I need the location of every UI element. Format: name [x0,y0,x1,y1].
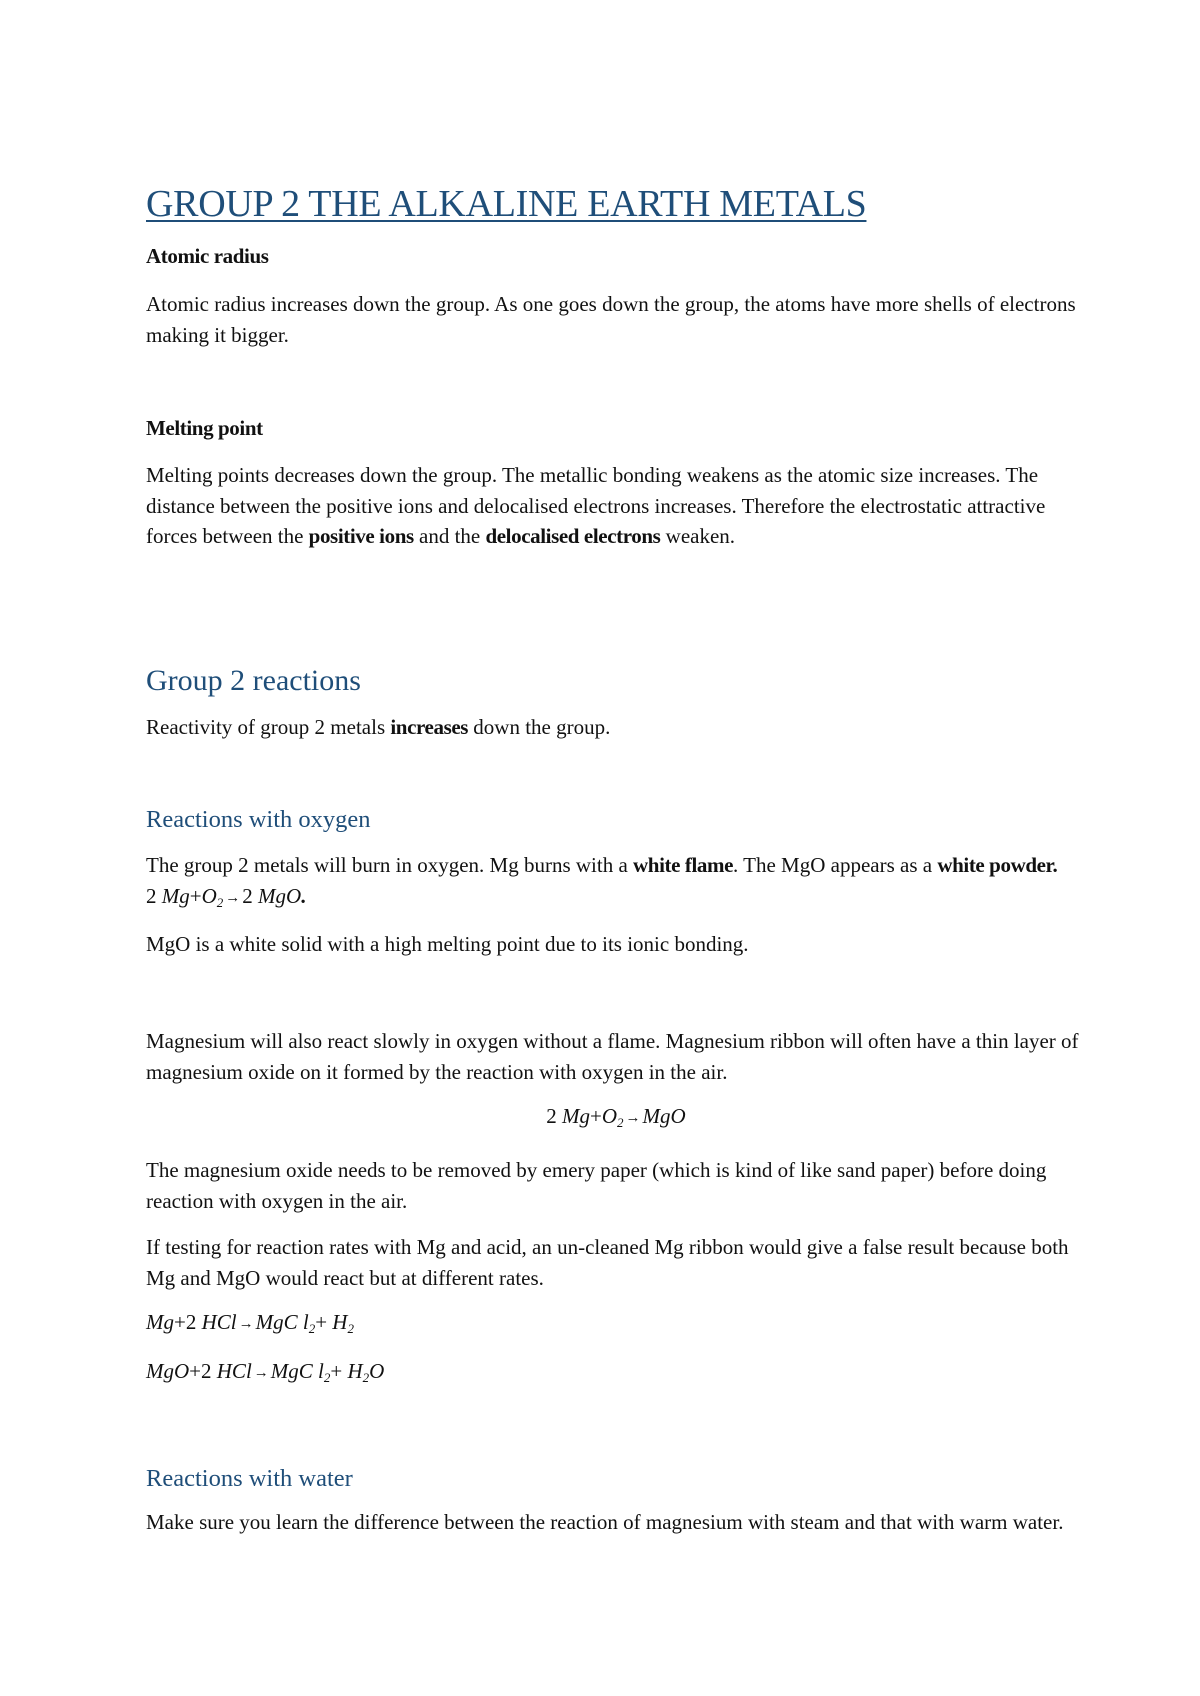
bold-positive-ions: positive ions [308,524,414,548]
atomic-radius-text: Atomic radius increases down the group. As one goes down the group, the atoms have more shells of electrons making it bigger. [146,292,1076,347]
oxygen-paragraph-4: The magnesium oxide needs to be removed by emery paper (which is kind of like sand paper) before doing reaction with oxygen in the air. [146,1158,1047,1213]
bold-delocalised-electrons: delocalised electrons [485,524,661,548]
bold-white-powder: white powder. [937,853,1058,877]
oxygen-heading: Reactions with oxygen [146,806,371,833]
reactivity-text [146,712,1086,743]
equation-mg-oxygen-burn: 2 $Mg+O_2 \to 2$ MgO. [146,883,307,910]
reactivity-text-1: Reactivity of group 2 metals [146,715,391,739]
melting-point-text [146,460,1086,552]
oxygen-paragraph-3: Magnesium will also react slowly in oxygen without a flame. Magnesium ribbon will often have a thin layer of magnesium oxide on it formed by the reaction with oxygen in the air. [146,1029,1079,1084]
atomic-radius-heading: Atomic radius [146,244,269,268]
oxygen-p1-text-2: . The MgO appears as a [733,853,938,877]
bold-white-flame: white flame [633,853,734,877]
equation-mgo-hcl: MgO+2 HCl →MgC $l_2+ H_2O$ [146,1359,385,1385]
oxygen-paragraph-5: If testing for reaction rates with Mg and acid, an un-cleaned Mg ribbon would give a false result because both Mg and MgO would react but at different rates. [146,1235,1069,1290]
reactivity-text-2: down the group. [468,715,611,739]
bold-increases: increases [390,715,469,739]
water-paragraph: Make sure you learn the difference between the reaction of magnesium with steam and that with warm water. [146,1510,1064,1534]
oxygen-paragraph-1 [146,850,1086,913]
page-title: GROUP 2 THE ALKALINE EARTH METALS [146,183,867,225]
melting-text-3: weaken. [660,524,736,548]
group2-reactions-heading: Group 2 reactions [146,664,361,697]
melting-text-2: and the [413,524,486,548]
equation-mg-oxygen-slow: 2 $Mg+O_2 \to MgO$ [546,1104,686,1130]
equation-mg-hcl: Mg+2 HCl →MgC $l_2+ H_2$ [146,1310,354,1336]
melting-point-heading: Melting point [146,416,263,440]
oxygen-paragraph-2: MgO is a white solid with a high melting point due to its ionic bonding. [146,932,749,956]
water-heading: Reactions with water [146,1465,353,1492]
melting-text-1: Melting points decreases down the group. The metallic bonding weakens as the atomic size increases. The distance between the positive ions and delocalised electrons increases. Therefore the electrostatic attractive forces between the [146,463,1046,548]
oxygen-p1-text-1: The group 2 metals will burn in oxygen. Mg burns with a [146,853,634,877]
